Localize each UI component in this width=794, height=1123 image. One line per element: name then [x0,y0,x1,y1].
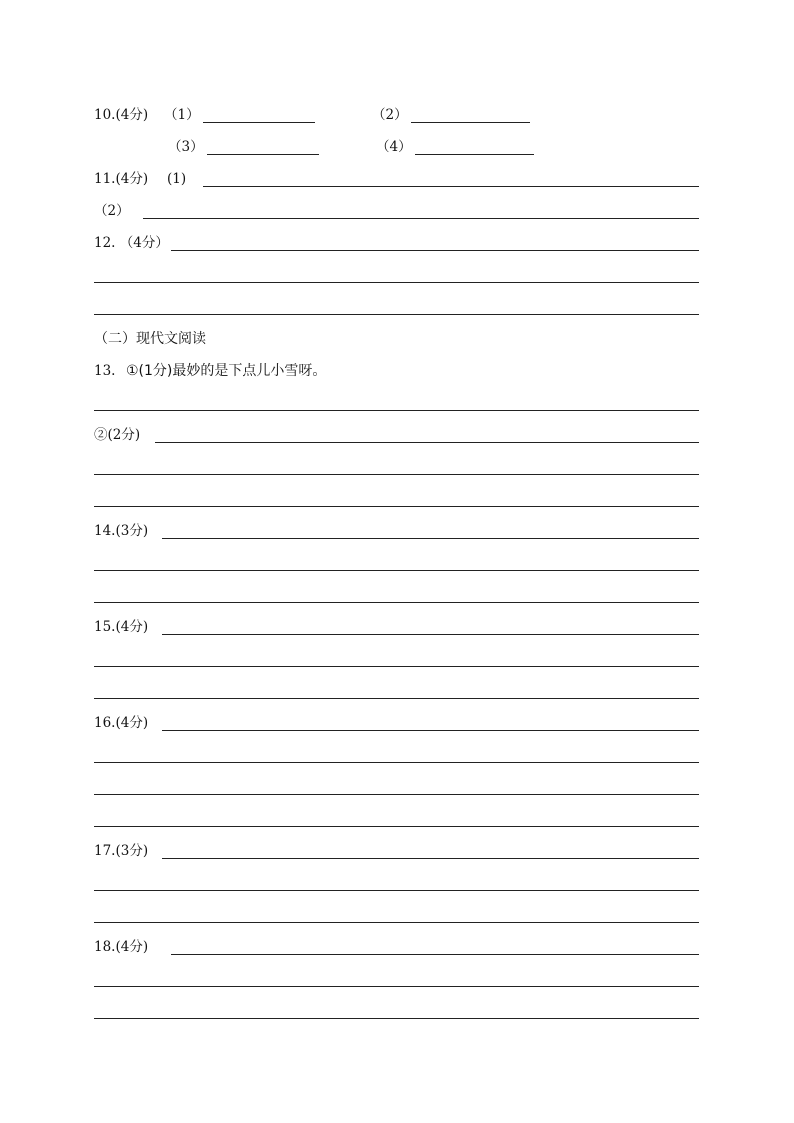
q13-part2-line-3[interactable] [94,506,699,507]
q10-part4-label: （4） [376,139,412,155]
q13-part1-text: ①(1分)最妙的是下点儿小雪呀。 [126,363,327,379]
q12-answer-line-2[interactable] [94,282,699,283]
q10-part3-blank[interactable] [207,154,319,155]
q10-part2-label: （2） [372,107,408,123]
q16-answer-line-1[interactable] [162,730,699,731]
q15-label: 15.(4分) [94,619,149,635]
q10-part2-blank[interactable] [411,122,530,123]
q12-answer-line-3[interactable] [94,314,699,315]
q18-label: 18.(4分) [94,939,149,955]
q11-label: 11.(4分) [94,171,149,187]
q11-part1-line[interactable] [203,186,699,187]
q16-answer-line-4[interactable] [94,826,699,827]
q11-part2-line[interactable] [143,218,699,219]
q12-answer-line-1[interactable] [171,250,699,251]
q13-part2-line-2[interactable] [94,474,699,475]
q11-part2-label: （2） [94,203,130,219]
q17-answer-line-3[interactable] [94,922,699,923]
q15-answer-line-3[interactable] [94,698,699,699]
q14-answer-line-3[interactable] [94,602,699,603]
q14-label: 14.(3分) [94,523,149,539]
q18-answer-line-1[interactable] [171,954,699,955]
q14-answer-line-2[interactable] [94,570,699,571]
q15-answer-line-1[interactable] [162,634,699,635]
q17-answer-line-1[interactable] [162,858,699,859]
q13-label: 13. [94,363,116,379]
q13-part2-line-1[interactable] [155,442,699,443]
section-heading-modern-reading: （二）现代文阅读 [94,331,206,347]
q17-answer-line-2[interactable] [94,890,699,891]
q10-part1-label: （1） [164,107,200,123]
q16-answer-line-2[interactable] [94,762,699,763]
q15-answer-line-2[interactable] [94,666,699,667]
q10-part1-blank[interactable] [203,122,315,123]
q18-answer-line-3[interactable] [94,1018,699,1019]
q10-label: 10.(4分) [94,107,149,123]
q11-part1-label: (1) [167,171,187,187]
q17-label: 17.(3分) [94,843,149,859]
q13-part1-line[interactable] [94,410,699,411]
q18-answer-line-2[interactable] [94,986,699,987]
q16-label: 16.(4分) [94,715,149,731]
q10-part3-label: （3） [168,139,204,155]
q12-label: 12. （4分） [94,235,169,251]
q14-answer-line-1[interactable] [162,538,699,539]
q10-part4-blank[interactable] [415,154,534,155]
q16-answer-line-3[interactable] [94,794,699,795]
q13-part2-label: ②(2分) [94,427,141,443]
